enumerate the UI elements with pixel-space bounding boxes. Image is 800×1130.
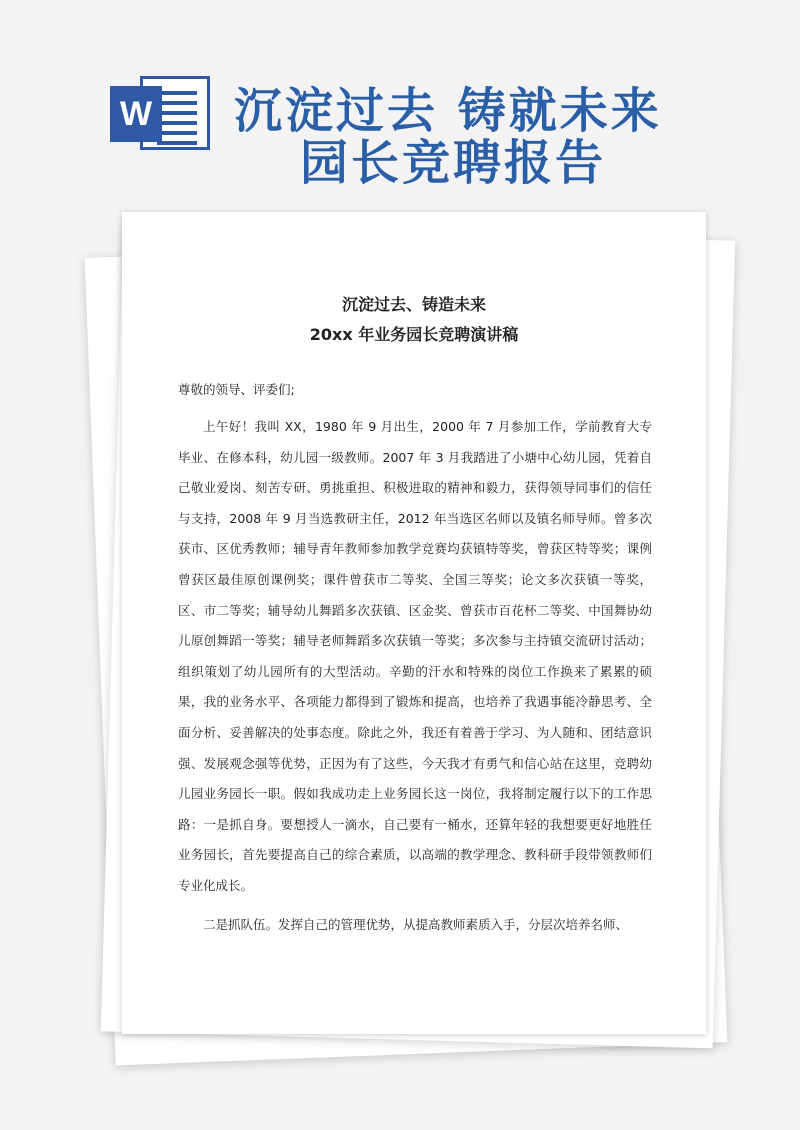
word-letter: W [110,86,162,142]
promo-title-line2: 园长竞聘报告 [300,135,607,191]
promo-header [0,0,800,200]
promo-title-line1: 沉淀过去 铸就未来 [234,83,662,139]
salutation: 尊敬的领导、评委们; [178,382,295,397]
paragraph: 二是抓队伍。发挥自己的管理优势，从提高教师素质入手，分层次培养名师、 [203,916,629,932]
document-subtitle: 20xx 年业务园长竞聘演讲稿 [309,325,519,344]
document-page [122,212,706,1034]
document-title: 沉淀过去、铸造未来 [341,295,486,314]
paragraph: 上午好！我叫 XX，1980 年 9 月出生，2000 年 7 月参加工作，学前教育大专毕业、在修本科，幼儿园一级教师。2007 年 3 月我踏进了小塘中心幼儿园，凭着自己敬业爱岗、刻苦专研、勇挑重担、积极进取的精神和毅力，获得领导同事们的信任与支持，2008 年 9 月当选教研主任，2012 年当选区名师以及镇名师导师。曾多次获市、区优秀教师；辅导青年教师参加教学竞赛均获镇特等奖，曾获区特等奖；课例曾获区最佳原创课例奖；课件曾获市二等奖、全国三等奖；论文多次获镇一等奖，区、市二等奖；辅导幼儿舞蹈多次获镇、区金奖、曾获市百花杯二等奖、中国舞协幼儿原创舞蹈一等奖；辅导老师舞蹈多次获镇一等奖；多次参与主持镇交流研讨活动；组织策划了幼儿园所有的大型活动。辛勤的汗水和特殊的岗位工作换来了累累的硕果，我的业务水平、各项能力都得到了锻炼和提高，也培养了我遇事能冷静思考、全面分析、妥善解决的处事态度。除此之外，我还有着善于学习、为人随和、团结意识强、发展观念强等优势，正因为有了这些，今天我才有勇气和信心站在这里，竞聘幼儿园业务园长一职。假如我成功走上业务园长这一岗位，我将制定履行以下的工作思路：一是抓自身。要想授人一滴水，自己要有一桶水，还算年轻的我想要更好地胜任业务园长，首先要提高自己的综合素质，以高端的教学理念、教科研手段带领教师们专业化成长。 [178,419,652,893]
word-app-icon [110,70,214,156]
document-body [178,412,652,948]
